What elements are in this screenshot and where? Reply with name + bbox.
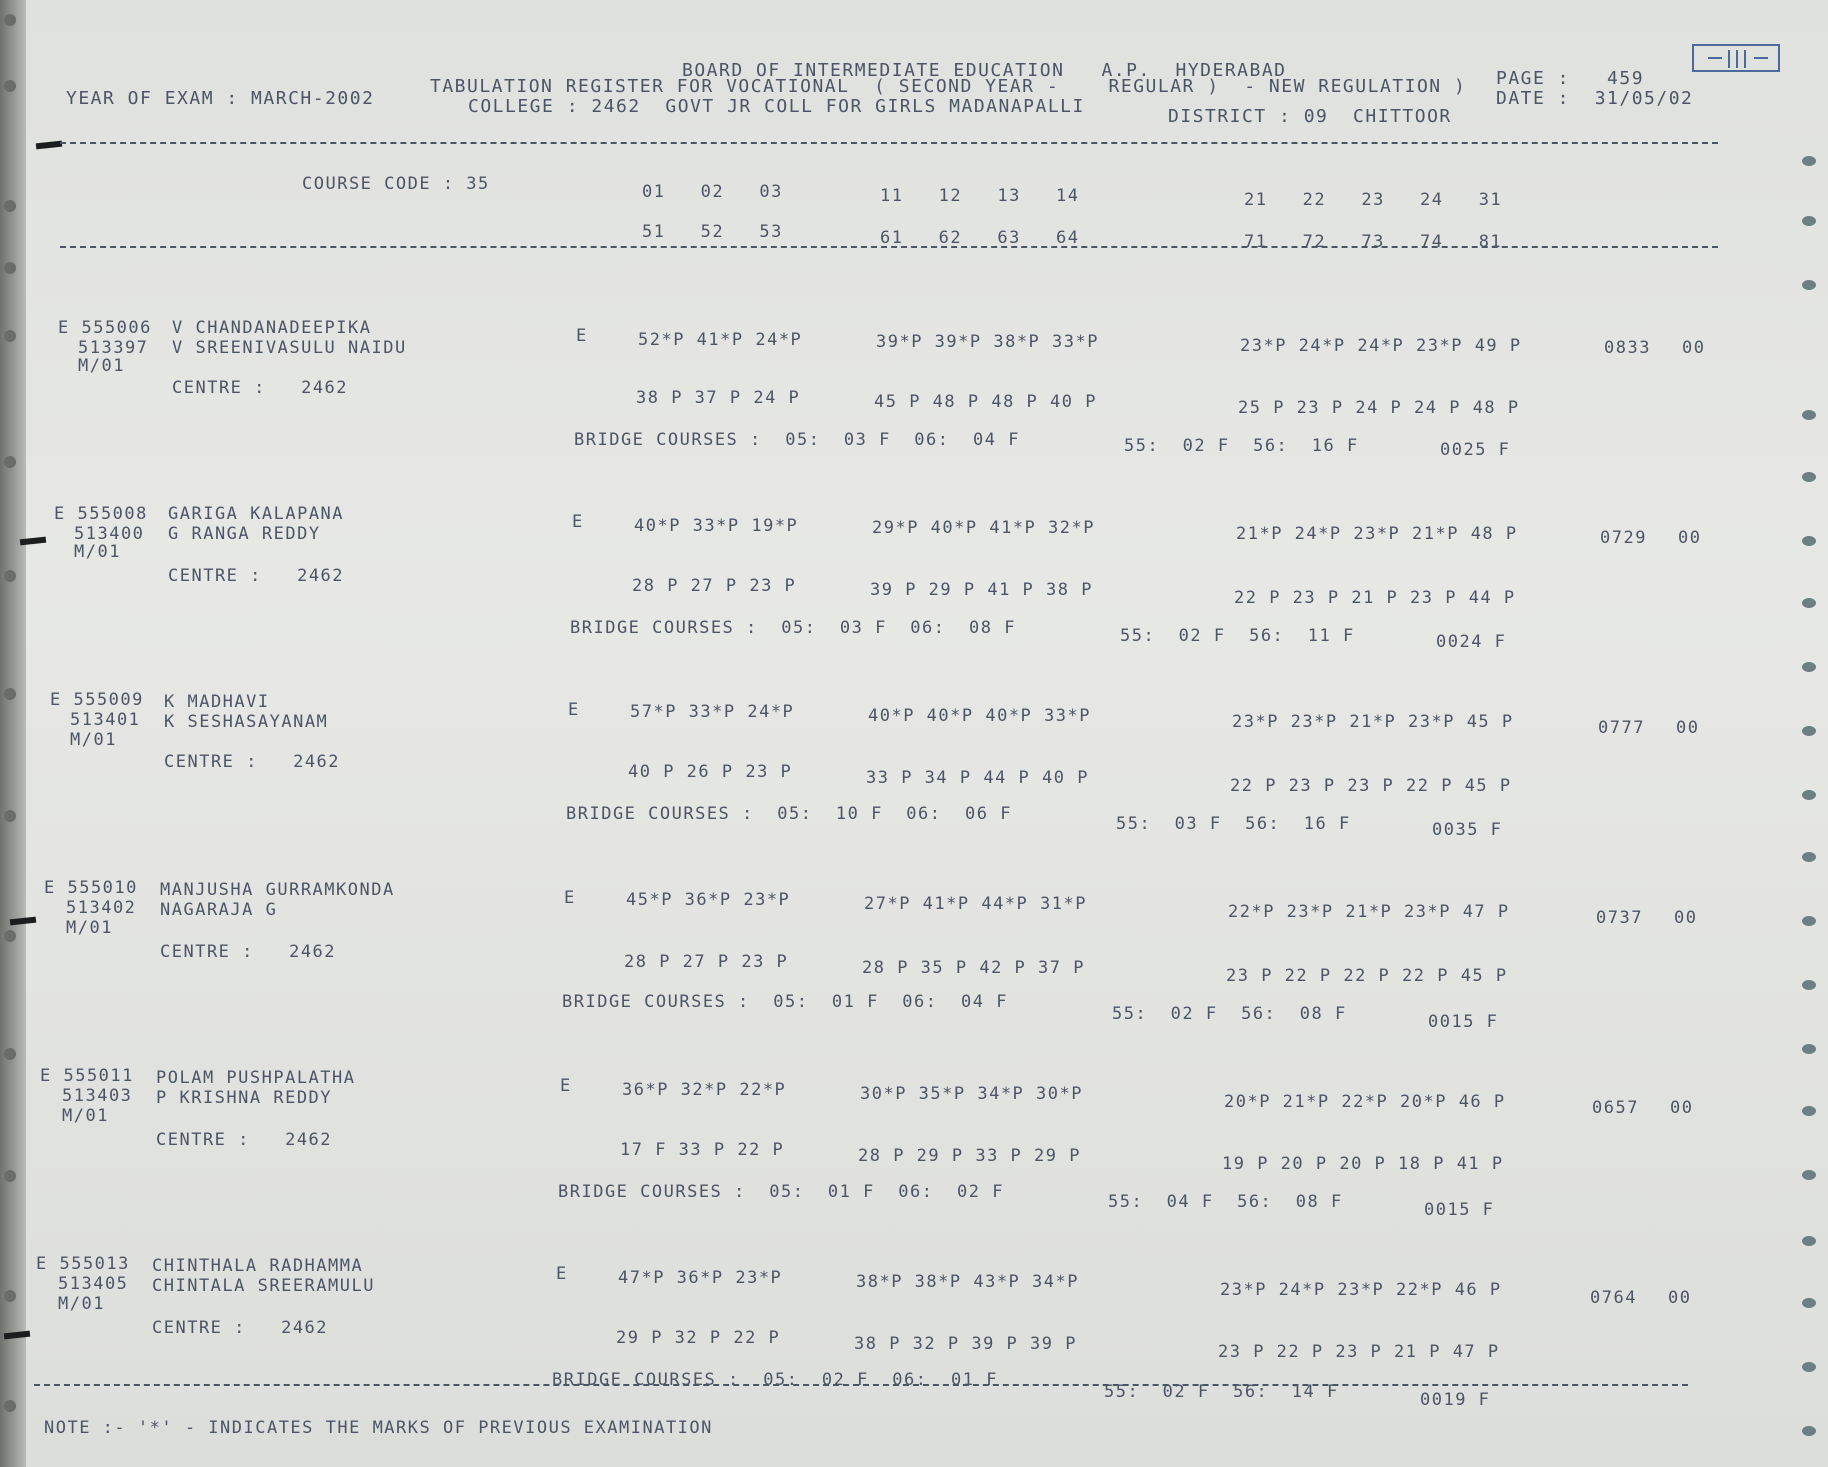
marks-year2-group1: 28 P 27 P 23 P <box>624 952 789 972</box>
margin-pin <box>1802 916 1816 926</box>
subject-codes-row1-group3: 21 22 23 24 31 <box>1244 190 1503 210</box>
marks-year1-group1: 52*P 41*P 24*P <box>638 330 803 350</box>
divider <box>60 142 1718 144</box>
centre: CENTRE : 2462 <box>160 942 337 962</box>
grand-total: 0777 <box>1598 718 1645 738</box>
bridge-courses-second: 55: 03 F 56: 16 F <box>1116 814 1351 834</box>
marks-year2-group1: 38 P 37 P 24 P <box>636 388 801 408</box>
medium-code: M/01 <box>66 918 113 938</box>
binding-hole <box>4 200 16 212</box>
margin-pin <box>1802 980 1816 990</box>
bridge-total: 0015 F <box>1428 1012 1499 1032</box>
margin-pin <box>1802 410 1816 420</box>
binding-hole <box>4 1400 16 1412</box>
grand-total: 0737 <box>1596 908 1643 928</box>
marks-year1-group3: 23*P 24*P 24*P 23*P 49 P <box>1240 336 1522 356</box>
margin-pin <box>1802 598 1816 608</box>
binding-hole <box>4 14 16 26</box>
marks-year2-group3: 22 P 23 P 21 P 23 P 44 P <box>1234 588 1516 608</box>
language-medium: E <box>560 1076 572 1096</box>
footnote: NOTE :- '*' - INDICATES THE MARKS OF PREVIOUS EXAMINATION <box>44 1418 713 1438</box>
binding-hole <box>4 930 16 942</box>
pen-mark <box>20 537 46 546</box>
binding-hole <box>4 262 16 274</box>
father-name: G RANGA REDDY <box>168 524 321 544</box>
binding-hole <box>4 1048 16 1060</box>
marks-year2-group2: 28 P 35 P 42 P 37 P <box>862 958 1085 978</box>
binding-hole <box>4 810 16 822</box>
bridge-courses: BRIDGE COURSES : 05: 03 F 06: 04 F <box>574 430 1020 450</box>
marks-year1-group1: 45*P 36*P 23*P <box>626 890 791 910</box>
marks-year1-group2: 38*P 38*P 43*P 34*P <box>856 1272 1079 1292</box>
registration-number: 513405 <box>58 1274 129 1294</box>
bridge-courses-second: 55: 02 F 56: 11 F <box>1120 626 1355 646</box>
margin-pin <box>1802 1362 1816 1372</box>
roll-number: E 555013 <box>36 1254 130 1274</box>
marks-year1-group3: 22*P 23*P 21*P 23*P 47 P <box>1228 902 1510 922</box>
marks-year1-group2: 29*P 40*P 41*P 32*P <box>872 518 1095 538</box>
language-medium: E <box>556 1264 568 1284</box>
student-name: GARIGA KALAPANA <box>168 504 345 524</box>
marks-year1-group1: 57*P 33*P 24*P <box>630 702 795 722</box>
registration-number: 513397 <box>78 338 149 358</box>
board-logo-icon <box>1692 44 1780 72</box>
print-date: DATE : 31/05/02 <box>1496 88 1694 109</box>
divider <box>60 246 1718 248</box>
college-name: COLLEGE : 2462 GOVT JR COLL FOR GIRLS MADANAPALLI <box>468 96 1085 117</box>
marks-year2-group3: 19 P 20 P 20 P 18 P 41 P <box>1222 1154 1504 1174</box>
binding-hole <box>4 456 16 468</box>
marks-year1-group3: 23*P 23*P 21*P 23*P 45 P <box>1232 712 1514 732</box>
language-medium: E <box>568 700 580 720</box>
marks-year2-group2: 33 P 34 P 44 P 40 P <box>866 768 1089 788</box>
page-number: PAGE : 459 <box>1496 68 1645 89</box>
subject-codes-row2-group1: 51 52 53 <box>642 222 783 242</box>
margin-pin <box>1802 852 1816 862</box>
father-name: V SREENIVASULU NAIDU <box>172 338 407 358</box>
registration-number: 513401 <box>70 710 141 730</box>
board-title: BOARD OF INTERMEDIATE EDUCATION A.P. HYDERABAD <box>682 60 1287 81</box>
grand-total: 0729 <box>1600 528 1647 548</box>
bridge-total: 0035 F <box>1432 820 1503 840</box>
roll-number: E 555011 <box>40 1066 134 1086</box>
medium-code: M/01 <box>78 356 125 376</box>
bridge-courses-second: 55: 02 F 56: 14 F <box>1104 1382 1339 1402</box>
marks-year2-group1: 29 P 32 P 22 P <box>616 1328 781 1348</box>
marks-year2-group1: 40 P 26 P 23 P <box>628 762 793 782</box>
medium-code: M/01 <box>70 730 117 750</box>
margin-pin <box>1802 280 1816 290</box>
extra-marks: 00 <box>1670 1098 1694 1118</box>
margin-pin <box>1802 726 1816 736</box>
marks-year2-group2: 28 P 29 P 33 P 29 P <box>858 1146 1081 1166</box>
centre: CENTRE : 2462 <box>168 566 345 586</box>
bridge-courses: BRIDGE COURSES : 05: 10 F 06: 06 F <box>566 804 1012 824</box>
margin-pin <box>1802 1044 1816 1054</box>
bridge-courses-second: 55: 02 F 56: 16 F <box>1124 436 1359 456</box>
registration-number: 513400 <box>74 524 145 544</box>
marks-year2-group1: 17 F 33 P 22 P <box>620 1140 785 1160</box>
extra-marks: 00 <box>1674 908 1698 928</box>
centre: CENTRE : 2462 <box>172 378 349 398</box>
marks-year1-group1: 47*P 36*P 23*P <box>618 1268 783 1288</box>
margin-pin <box>1802 790 1816 800</box>
bridge-courses-second: 55: 04 F 56: 08 F <box>1108 1192 1343 1212</box>
medium-code: M/01 <box>58 1294 105 1314</box>
marks-year1-group2: 30*P 35*P 34*P 30*P <box>860 1084 1083 1104</box>
binding-hole <box>4 688 16 700</box>
marks-year2-group3: 23 P 22 P 23 P 21 P 47 P <box>1218 1342 1500 1362</box>
divider <box>34 1384 1688 1386</box>
centre: CENTRE : 2462 <box>156 1130 333 1150</box>
margin-pin <box>1802 156 1816 166</box>
binding-hole <box>4 1170 16 1182</box>
extra-marks: 00 <box>1682 338 1706 358</box>
margin-pin <box>1802 1236 1816 1246</box>
grand-total: 0657 <box>1592 1098 1639 1118</box>
margin-pin <box>1802 662 1816 672</box>
bridge-courses: BRIDGE COURSES : 05: 01 F 06: 04 F <box>562 992 1008 1012</box>
marks-year1-group1: 40*P 33*P 19*P <box>634 516 799 536</box>
bridge-total: 0024 F <box>1436 632 1507 652</box>
medium-code: M/01 <box>74 542 121 562</box>
student-name: MANJUSHA GURRAMKONDA <box>160 880 395 900</box>
subject-codes-row2-group3: 71 72 73 74 81 <box>1244 232 1503 252</box>
roll-number: E 555010 <box>44 878 138 898</box>
student-name: V CHANDANADEEPIKA <box>172 318 372 338</box>
marks-year2-group3: 23 P 22 P 22 P 22 P 45 P <box>1226 966 1508 986</box>
extra-marks: 00 <box>1678 528 1702 548</box>
grand-total: 0833 <box>1604 338 1651 358</box>
marks-year1-group3: 20*P 21*P 22*P 20*P 46 P <box>1224 1092 1506 1112</box>
marks-year2-group3: 25 P 23 P 24 P 24 P 48 P <box>1238 398 1520 418</box>
bridge-total: 0025 F <box>1440 440 1511 460</box>
spiral-binding <box>0 0 26 1467</box>
roll-number: E 555008 <box>54 504 148 524</box>
marks-year2-group3: 22 P 23 P 23 P 22 P 45 P <box>1230 776 1512 796</box>
year-of-exam: YEAR OF EXAM : MARCH-2002 <box>66 88 375 109</box>
centre: CENTRE : 2462 <box>152 1318 329 1338</box>
binding-hole <box>4 1290 16 1302</box>
medium-code: M/01 <box>62 1106 109 1126</box>
marks-year1-group2: 27*P 41*P 44*P 31*P <box>864 894 1087 914</box>
margin-pin <box>1802 1106 1816 1116</box>
bridge-courses-second: 55: 02 F 56: 08 F <box>1112 1004 1347 1024</box>
course-code: COURSE CODE : 35 <box>302 174 490 194</box>
roll-number: E 555006 <box>58 318 152 338</box>
registration-number: 513403 <box>62 1086 133 1106</box>
bridge-courses: BRIDGE COURSES : 05: 03 F 06: 08 F <box>570 618 1016 638</box>
registration-number: 513402 <box>66 898 137 918</box>
father-name: NAGARAJA G <box>160 900 278 920</box>
bridge-total: 0015 F <box>1424 1200 1495 1220</box>
pen-mark <box>36 141 62 150</box>
father-name: CHINTALA SREERAMULU <box>152 1276 375 1296</box>
extra-marks: 00 <box>1676 718 1700 738</box>
district-name: DISTRICT : 09 CHITTOOR <box>1168 106 1452 127</box>
margin-pin <box>1802 216 1816 226</box>
bridge-courses: BRIDGE COURSES : 05: 02 F 06: 01 F <box>552 1370 998 1390</box>
binding-hole <box>4 80 16 92</box>
margin-pin <box>1802 1170 1816 1180</box>
margin-pin <box>1802 1298 1816 1308</box>
language-medium: E <box>572 512 584 532</box>
binding-hole <box>4 330 16 342</box>
margin-pin <box>1802 472 1816 482</box>
bridge-total: 0019 F <box>1420 1390 1491 1410</box>
grand-total: 0764 <box>1590 1288 1637 1308</box>
binding-hole <box>4 570 16 582</box>
marks-year1-group3: 21*P 24*P 23*P 21*P 48 P <box>1236 524 1518 544</box>
language-medium: E <box>564 888 576 908</box>
marks-year2-group2: 39 P 29 P 41 P 38 P <box>870 580 1093 600</box>
father-name: K SESHASAYANAM <box>164 712 329 732</box>
bridge-courses: BRIDGE COURSES : 05: 01 F 06: 02 F <box>558 1182 1004 1202</box>
father-name: P KRISHNA REDDY <box>156 1088 333 1108</box>
marks-year1-group1: 36*P 32*P 22*P <box>622 1080 787 1100</box>
marks-year1-group3: 23*P 24*P 23*P 22*P 46 P <box>1220 1280 1502 1300</box>
marks-year2-group2: 45 P 48 P 48 P 40 P <box>874 392 1097 412</box>
marks-year2-group2: 38 P 32 P 39 P 39 P <box>854 1334 1077 1354</box>
marks-year1-group2: 39*P 39*P 38*P 33*P <box>876 332 1099 352</box>
marks-year1-group2: 40*P 40*P 40*P 33*P <box>868 706 1091 726</box>
centre: CENTRE : 2462 <box>164 752 341 772</box>
subject-codes-row1-group1: 01 02 03 <box>642 182 783 202</box>
register-title: TABULATION REGISTER FOR VOCATIONAL ( SECOND YEAR - REGULAR ) - NEW REGULATION ) <box>430 76 1467 97</box>
language-medium: E <box>576 326 588 346</box>
student-name: POLAM PUSHPALATHA <box>156 1068 356 1088</box>
margin-pin <box>1802 1426 1816 1436</box>
subject-codes-row1-group2: 11 12 13 14 <box>880 186 1080 206</box>
margin-pin <box>1802 536 1816 546</box>
subject-codes-row2-group2: 61 62 63 64 <box>880 228 1080 248</box>
extra-marks: 00 <box>1668 1288 1692 1308</box>
student-name: CHINTHALA RADHAMMA <box>152 1256 364 1276</box>
roll-number: E 555009 <box>50 690 144 710</box>
marks-year2-group1: 28 P 27 P 23 P <box>632 576 797 596</box>
student-name: K MADHAVI <box>164 692 270 712</box>
